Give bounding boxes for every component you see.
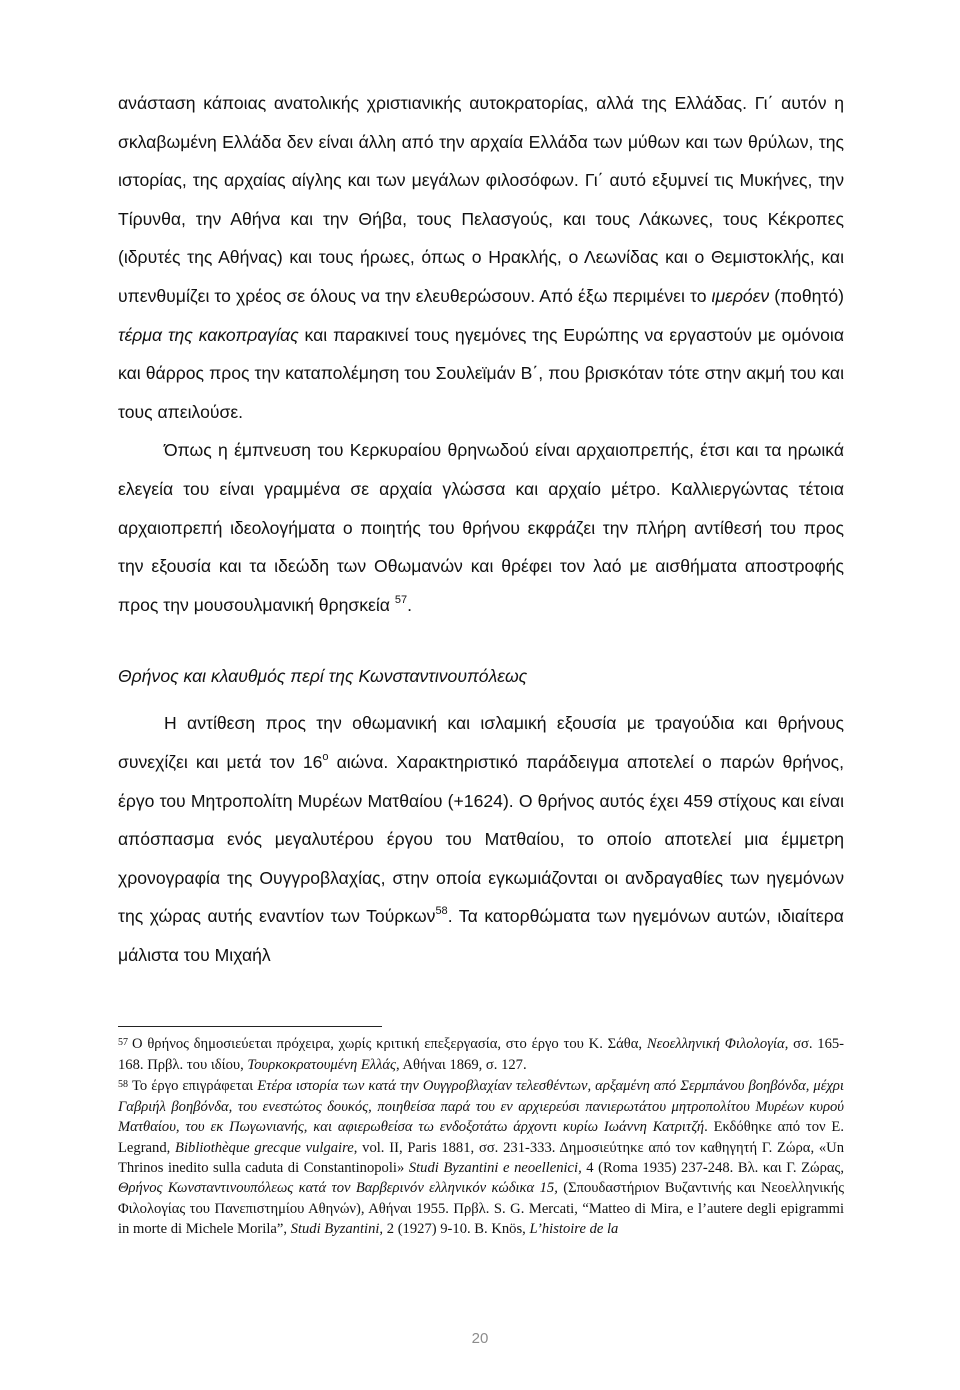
footnote-ref-58[interactable]: 58 — [435, 905, 448, 918]
page-number: 20 — [471, 1330, 489, 1347]
italic-run: τέρμα της κακοπραγίας — [118, 324, 299, 345]
text-run: αιώνα. Χαρακτηριστικό παράδειγμα αποτελεί ο παρών θρήνος, έργο του Μητροπολίτη Μυρέων Ματθαίου (+1624). Ο θρήνος αυτός έχει 459 στίχους και είναι απόσπασμα ενός μεγαλυτέρου έργου του Ματθαίου, το οποίο αποτελεί μια έμμετρη χρονογραφία της Ουγγροβλαχίας, στην οποία εγκωμιάζονται οι ανδραγαθίες των ηγεμόνων της χώρας αυτής εναντίον των Τούρκων — [118, 751, 844, 927]
text-run: ανάσταση κάποιας ανατολικής χριστιανικής αυτοκρατορίας, αλλά της Ελλάδας. Γι΄ αυτόν η σκλαβωμένη Ελλάδα δεν είναι άλλη από την αρχαία Ελλάδα των μύθων και των θρύλων, της ιστορίας, της αρχαίας αίγλης και των μεγάλων φιλοσόφων. Γι΄ αυτό εξυμνεί τις Μυκήνες, την Τίρυνθα, την Αθήνα και την Θήβα, τους Πελασγούς, και τους Λάκωνες, τους Κέκροπες (ιδρυτές της Αθήνας) και τους ήρωες, όπως ο Ηρακλής, ο Λεωνίδας και ο Θεμιστοκλής, και υπενθυμίζει το χρέος σε όλους να την ελευθερώσουν. Από έξω περιμένει το — [118, 93, 844, 306]
text-run: 2 (1927) 9-10. B. Knös, — [383, 1221, 530, 1238]
italic-run: ιμερόεν — [711, 285, 770, 306]
section-heading: Θρήνος και κλαυθμός περί της Κωνσταντινουπόλεως — [118, 666, 528, 687]
text-run: . Εκδόθηκε από τον E. Legrand, — [118, 1119, 844, 1156]
text-run: (Σπουδαστήριον Βυζαντινής και Νεοελληνικής Φιλολογίας του Πανεπιστημίου Αθηνών), Αθήναι 1955. Πρβλ. S. G. Mercati, “Matteo di Mira, e l’autere degli epigrammi in morte di Michele Morila”, — [118, 1180, 844, 1238]
footnote-number: 58 — [118, 1079, 128, 1091]
italic-run: L’histoire de la — [529, 1221, 619, 1238]
text-run: Όπως η έμπνευση του Κερκυραίου θρηνωδού είναι αρχαιοπρεπής, έτσι και τα ηρωικά ελεγεία του είναι γραμμένα σε αρχαία γλώσσα και αρχαίο μέτρο. Καλλιεργώντας τέτοια αρχαιοπρεπή ιδεολογήματα ο ποιητής του θρήνου εκφράζει την πλήρη αντίθεσή του προς την εξουσία και τα ιδεώδη των Οθωμανών και θρέφει τον λαό με αισθήματα αποστροφής προς την μουσουλμανική θρησκεία — [118, 440, 844, 615]
text-run: , vol. II, Paris 1881, σσ. 231-333. Δημοσιεύτηκε από τον καθηγητή Γ. Ζώρα, «Un Thrinos inedito sulla caduta di Constantinopoli» — [118, 1139, 844, 1176]
footnote-ref-57[interactable]: 57 — [394, 593, 408, 606]
footnote-separator — [118, 1026, 382, 1027]
italic-run: Bibliothèque grecque vulgaire — [175, 1139, 354, 1156]
text-run: . Τα κατορθώματα των ηγεμόνων αυτών, ιδιαίτερα μάλιστα του Μιχαήλ — [118, 906, 844, 965]
page-body — [118, 84, 844, 1240]
text-run: , σσ. 165-168. Πρβλ. του ιδίου, — [118, 1036, 845, 1073]
text-run: και παρακινεί τους ηγεμόνες της Ευρώπης να εργαστούν με ομόνοια και θάρρος προς την καταπολέμηση του Σουλεϊμάν Β΄, που βρισκόταν τότε στην ακμή του και τους απειλούσε. — [118, 324, 844, 422]
italic-run: Νεοελληνική Φιλολογία — [646, 1036, 785, 1053]
italic-run: Studi Byzantini, — [290, 1221, 384, 1238]
italic-run: Τουρκοκρατουμένη Ελλάς — [247, 1056, 396, 1073]
paragraph-1 — [118, 84, 844, 431]
text-run: Το έργο επιγράφεται — [132, 1078, 258, 1095]
paragraph-3 — [118, 704, 844, 974]
paragraph-2 — [118, 431, 844, 624]
ordinal-superscript: ο — [322, 750, 329, 763]
footnote-58 — [118, 1075, 844, 1239]
italic-run: Θρήνος Κωνσταντινουπόλεως κατά τον Βαρβερινόν ελληνικόν κώδικα 15, — [118, 1180, 558, 1197]
italic-run: Studi Byzantini e neoellenici, — [408, 1159, 582, 1176]
text-run: Ο θρήνος δημοσιεύεται πρόχειρα, χωρίς κριτική επεξεργασία, στο έργο του Κ. Σάθα, — [132, 1036, 647, 1053]
text-run: . — [407, 594, 412, 615]
footnote-number: 57 — [118, 1037, 128, 1049]
text-run: (ποθητό) — [769, 285, 844, 306]
text-run: 4 (Roma 1935) 237-248. Βλ. και Γ. Ζώρας, — [581, 1159, 844, 1176]
text-run: , Αθήναι 1869, σ. 127. — [395, 1056, 527, 1073]
footnote-57 — [118, 1033, 844, 1075]
italic-run: Ετέρα ιστορία των κατά την Ουγγροβλαχίαν τελεσθέντων, αρξαμένη από Σερμπάνου βοηβόνδα, μέχρι Γαβριήλ βοηβόνδα, του ενεστώτος δουκός, ποιηθείσα παρά του εν αρχιερεύσι πανιερωτάτου μητροπολίτου Μυρέων κυρού Ματθαίου, του εκ Πωγωνιανής, και αφιερωθείσα τω ενδοξοτάτω άρχοντι κυρίω Ιωάννη Κατριτζή — [118, 1078, 844, 1136]
text-run: Η αντίθεση προς την οθωμανική και ισλαμική εξουσία με τραγούδια και θρήνους συνεχίζει και μετά τον 16 — [118, 713, 844, 772]
